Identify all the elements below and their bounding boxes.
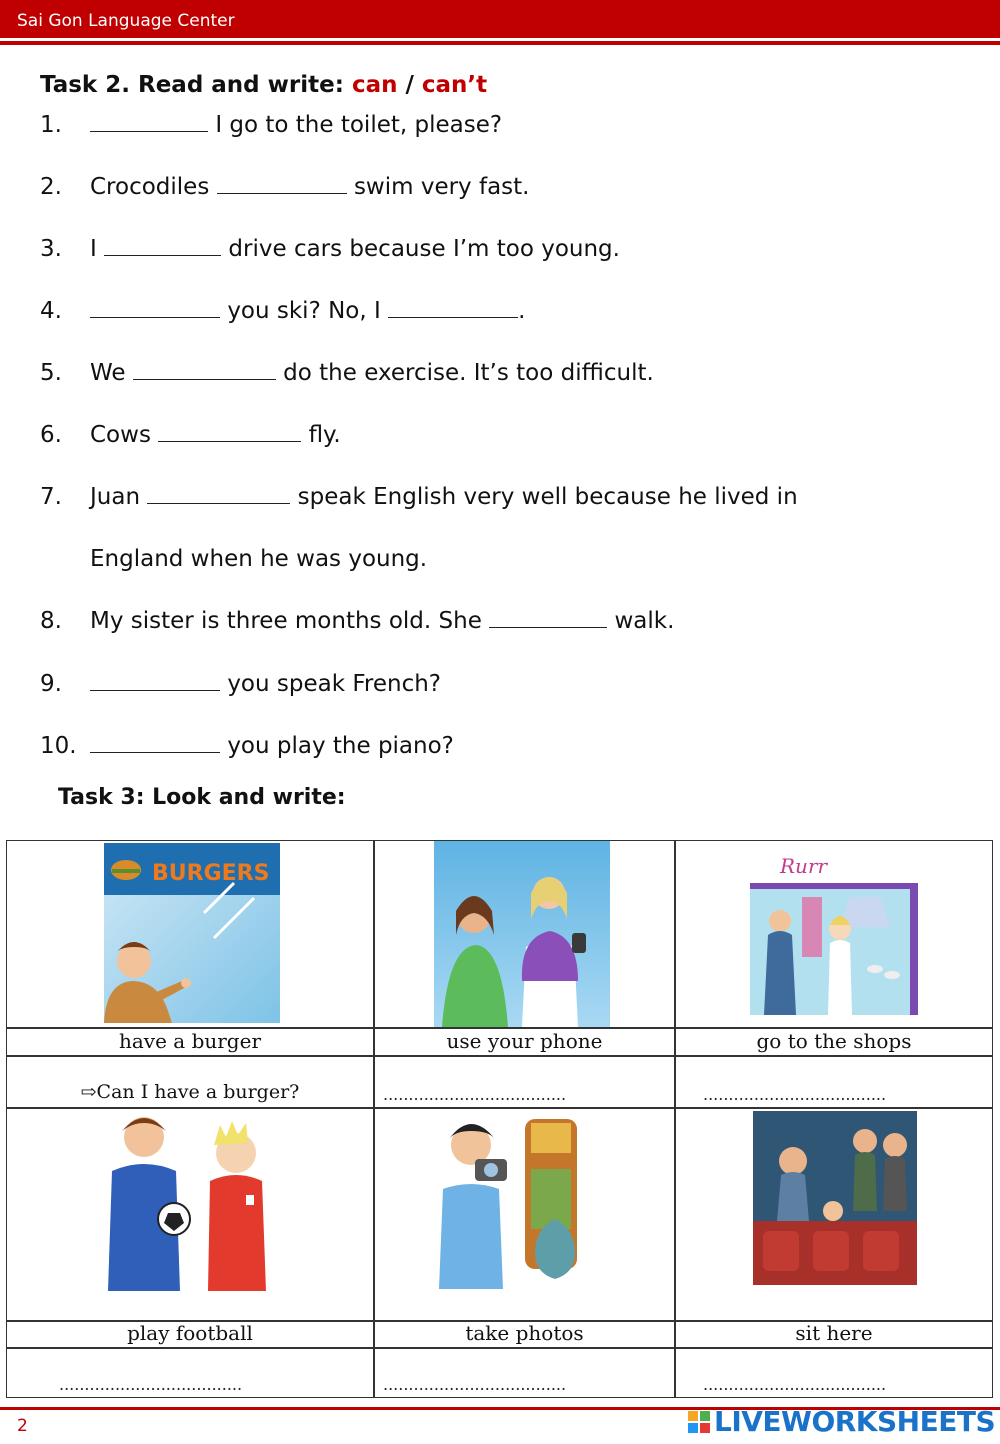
- answer-blank[interactable]: [489, 626, 607, 628]
- example-answer: ⇨Can I have a burger?: [80, 1081, 300, 1103]
- answer-blank[interactable]: [158, 440, 301, 442]
- cell-label: use your phone: [446, 1029, 603, 1053]
- cell-label: sit here: [795, 1321, 873, 1345]
- answer-line[interactable]: ....................................: [703, 1085, 887, 1104]
- cell-label: have a burger: [118, 1029, 262, 1053]
- question-4: 4. you ski? No, I .: [40, 298, 526, 324]
- answer-blank[interactable]: [90, 689, 220, 691]
- header-title: Sai Gon Language Center: [17, 11, 235, 31]
- word-can: can: [351, 72, 398, 98]
- liveworksheets-logo[interactable]: [688, 1405, 995, 1438]
- football-picture: [104, 1109, 276, 1291]
- answer-blank[interactable]: [388, 316, 518, 318]
- task2-title: [40, 72, 487, 98]
- answer-line[interactable]: ....................................: [59, 1375, 243, 1394]
- answer-line[interactable]: ....................................: [703, 1375, 887, 1394]
- answer-blank[interactable]: [147, 502, 290, 504]
- answer-blank[interactable]: [133, 378, 276, 380]
- page-number: 2: [17, 1416, 28, 1436]
- task2-title-prefix: Task 2. Read and write:: [40, 72, 352, 98]
- answer-line[interactable]: ....................................: [383, 1085, 567, 1104]
- grid-divider: [7, 1055, 992, 1057]
- question-3: 3. I drive cars because I’m too young.: [40, 236, 620, 262]
- word-cant: can’t: [421, 72, 488, 98]
- liveworksheets-icon: [688, 1411, 710, 1433]
- question-10: 10. you play the piano?: [40, 733, 454, 759]
- camera-picture: [435, 1109, 609, 1289]
- cinema-seats-picture: [753, 1111, 917, 1285]
- shop-window-picture: [750, 849, 918, 1015]
- answer-blank[interactable]: [90, 751, 220, 753]
- grid-divider: [373, 841, 375, 1397]
- answer-line[interactable]: ....................................: [383, 1375, 567, 1394]
- header-divider: [0, 41, 1000, 45]
- question-8: 8. My sister is three months old. She walk.: [40, 608, 675, 634]
- phone-picture: [434, 841, 610, 1027]
- task3-title: Task 3: Look and write:: [58, 785, 346, 810]
- question-1: 1. I go to the toilet, please?: [40, 112, 503, 138]
- question-7: 7. Juan speak English very well because he lived in: [40, 484, 798, 510]
- question-6: 6. Cows fly.: [40, 422, 341, 448]
- task3-grid: [6, 840, 993, 1398]
- cell-label: play football: [127, 1321, 253, 1345]
- title-separator: /: [397, 72, 422, 98]
- grid-divider: [7, 1347, 992, 1349]
- cell-label: go to the shops: [756, 1029, 912, 1053]
- answer-blank[interactable]: [90, 130, 208, 132]
- answer-blank[interactable]: [217, 192, 347, 194]
- cell-label: take photos: [465, 1321, 584, 1345]
- question-9: 9. you speak French?: [40, 671, 442, 697]
- answer-blank[interactable]: [104, 254, 221, 256]
- brand-text: LIVEWORKSHEETS: [714, 1405, 996, 1438]
- grid-divider: [674, 841, 676, 1397]
- burger-shop-picture: [104, 843, 280, 1023]
- shop-sign-text: Rurr: [780, 854, 828, 878]
- answer-blank[interactable]: [90, 316, 220, 318]
- question-7-continuation: England when he was young.: [90, 546, 428, 572]
- question-5: 5. We do the exercise. It’s too difficult.: [40, 360, 654, 386]
- question-2: 2. Crocodiles swim very fast.: [40, 174, 530, 200]
- burgers-sign-text: BURGERS: [152, 861, 270, 886]
